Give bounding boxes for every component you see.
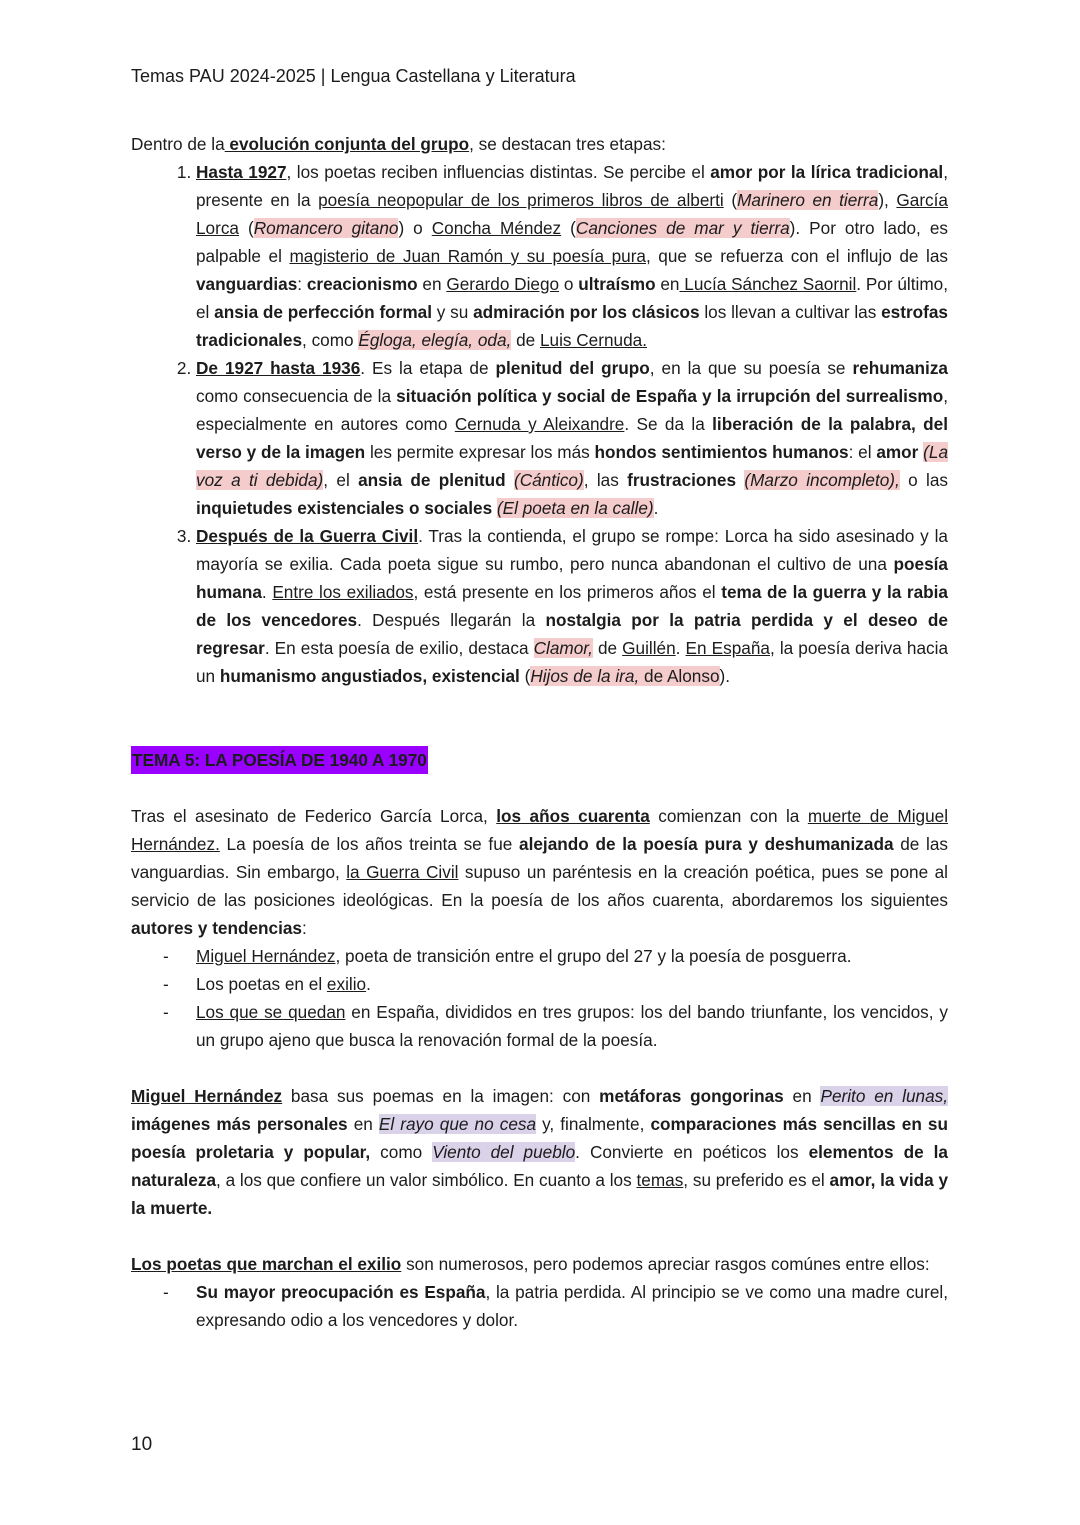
authors-list <box>131 942 948 1054</box>
paragraph-exilio: Los poetas que marchan el exilio son numerosos, pero podemos apreciar rasgos comúnes entre ellos: <box>131 1254 930 1274</box>
list-item: - Los que se quedan en España, divididos en tres grupos: los del bando triunfante, los vencidos, y un grupo ajeno que busca la renovación formal de la poesía. <box>196 998 948 1054</box>
stage-3: 3. Después de la Guerra Civil. Tras la contienda, el grupo se rompe: Lorca ha sido asesinado y la mayoría se exilia. Cada poeta sigue su rumbo, pero nunca abandonan el cultivo de una poesía humana. Entre los exiliados, está presente en los primeros años el tema de la guerra y la rabia de los vencedores. Después llegarán la nostalgia por la patria perdida y el deseo de regresar. En esta poesía de exilio, destaca Clamor, de Guillén. En España, la poesía deriva hacia un humanismo angustiados, existencial (Hijos de la ira, de Alonso). <box>196 522 948 690</box>
page-header: Temas PAU 2024-2025 | Lengua Castellana y Literatura <box>131 66 576 86</box>
page-number: 10 <box>131 1434 153 1455</box>
stage-2: 2. De 1927 hasta 1936. Es la etapa de plenitud del grupo, en la que su poesía se rehumaniza como consecuencia de la situación política y social de España y la irrupción del surrealismo, especialmente en autores como Cernuda y Aleixandre. Se da la liberación de la palabra, del verso y de la imagen les permite expresar los más hondos sentimientos humanos: el amor (La voz a ti debida), el ansia de plenitud (Cántico), las frustraciones (Marzo incompleto), o las inquietudes existenciales o sociales (El poeta en la calle). <box>196 354 948 522</box>
list-item: - Los poetas en el exilio. <box>196 970 948 998</box>
document-body <box>131 130 948 1334</box>
paragraph-miguel-hernandez: Miguel Hernández basa sus poemas en la imagen: con metáforas gongorinas en Perito en lunas, imágenes más personales en El rayo que no cesa y, finalmente, comparaciones más sencillas en su poesía proletaria y popular, como Viento del pueblo. Convierte en poéticos los elementos de la naturaleza, a los que confiere un valor simbólico. En cuanto a los temas, su preferido es el amor, la vida y la muerte. <box>131 1086 949 1218</box>
stages-list <box>131 158 948 690</box>
tema5-heading-row <box>131 746 948 774</box>
list-item: - Su mayor preocupación es España, la patria perdida. Al principio se ve como una madre curel, expresando odio a los vencedores y dolor. <box>196 1278 948 1334</box>
section-title: TEMA 5: LA POESÍA DE 1940 A 1970 <box>131 746 428 774</box>
list-item: - Miguel Hernández, poeta de transición entre el grupo del 27 y la poesía de posguerra. <box>196 942 948 970</box>
exile-traits-list <box>131 1278 948 1334</box>
intro-paragraph: Dentro de la evolución conjunta del grupo, se destacan tres etapas: <box>131 134 666 154</box>
paragraph-anos-cuarenta: Tras el asesinato de Federico García Lorca, los años cuarenta comienzan con la muerte de Miguel Hernández. La poesía de los años treinta se fue alejando de la poesía pura y deshumanizada de las vanguardias. Sin embargo, la Guerra Civil supuso un paréntesis en la creación poética, pues se pone al servicio de las posiciones ideológicas. En la poesía de los años cuarenta, abordaremos los siguientes autores y tendencias: <box>131 806 949 938</box>
stage-1: 1. Hasta 1927, los poetas reciben influencias distintas. Se percibe el amor por la lírica tradicional, presente en la poesía neopopular de los primeros libros de alberti (Marinero en tierra), García Lorca (Romancero gitano) o Concha Méndez (Canciones de mar y tierra). Por otro lado, es palpable el magisterio de Juan Ramón y su poesía pura, que se refuerza con el influjo de las vanguardias: creacionismo en Gerardo Diego o ultraísmo en Lucía Sánchez Saornil. Por último, el ansia de perfección formal y su admiración por los clásicos los llevan a cultivar las estrofas tradicionales, como Égloga, elegía, oda, de Luis Cernuda. <box>196 158 948 354</box>
